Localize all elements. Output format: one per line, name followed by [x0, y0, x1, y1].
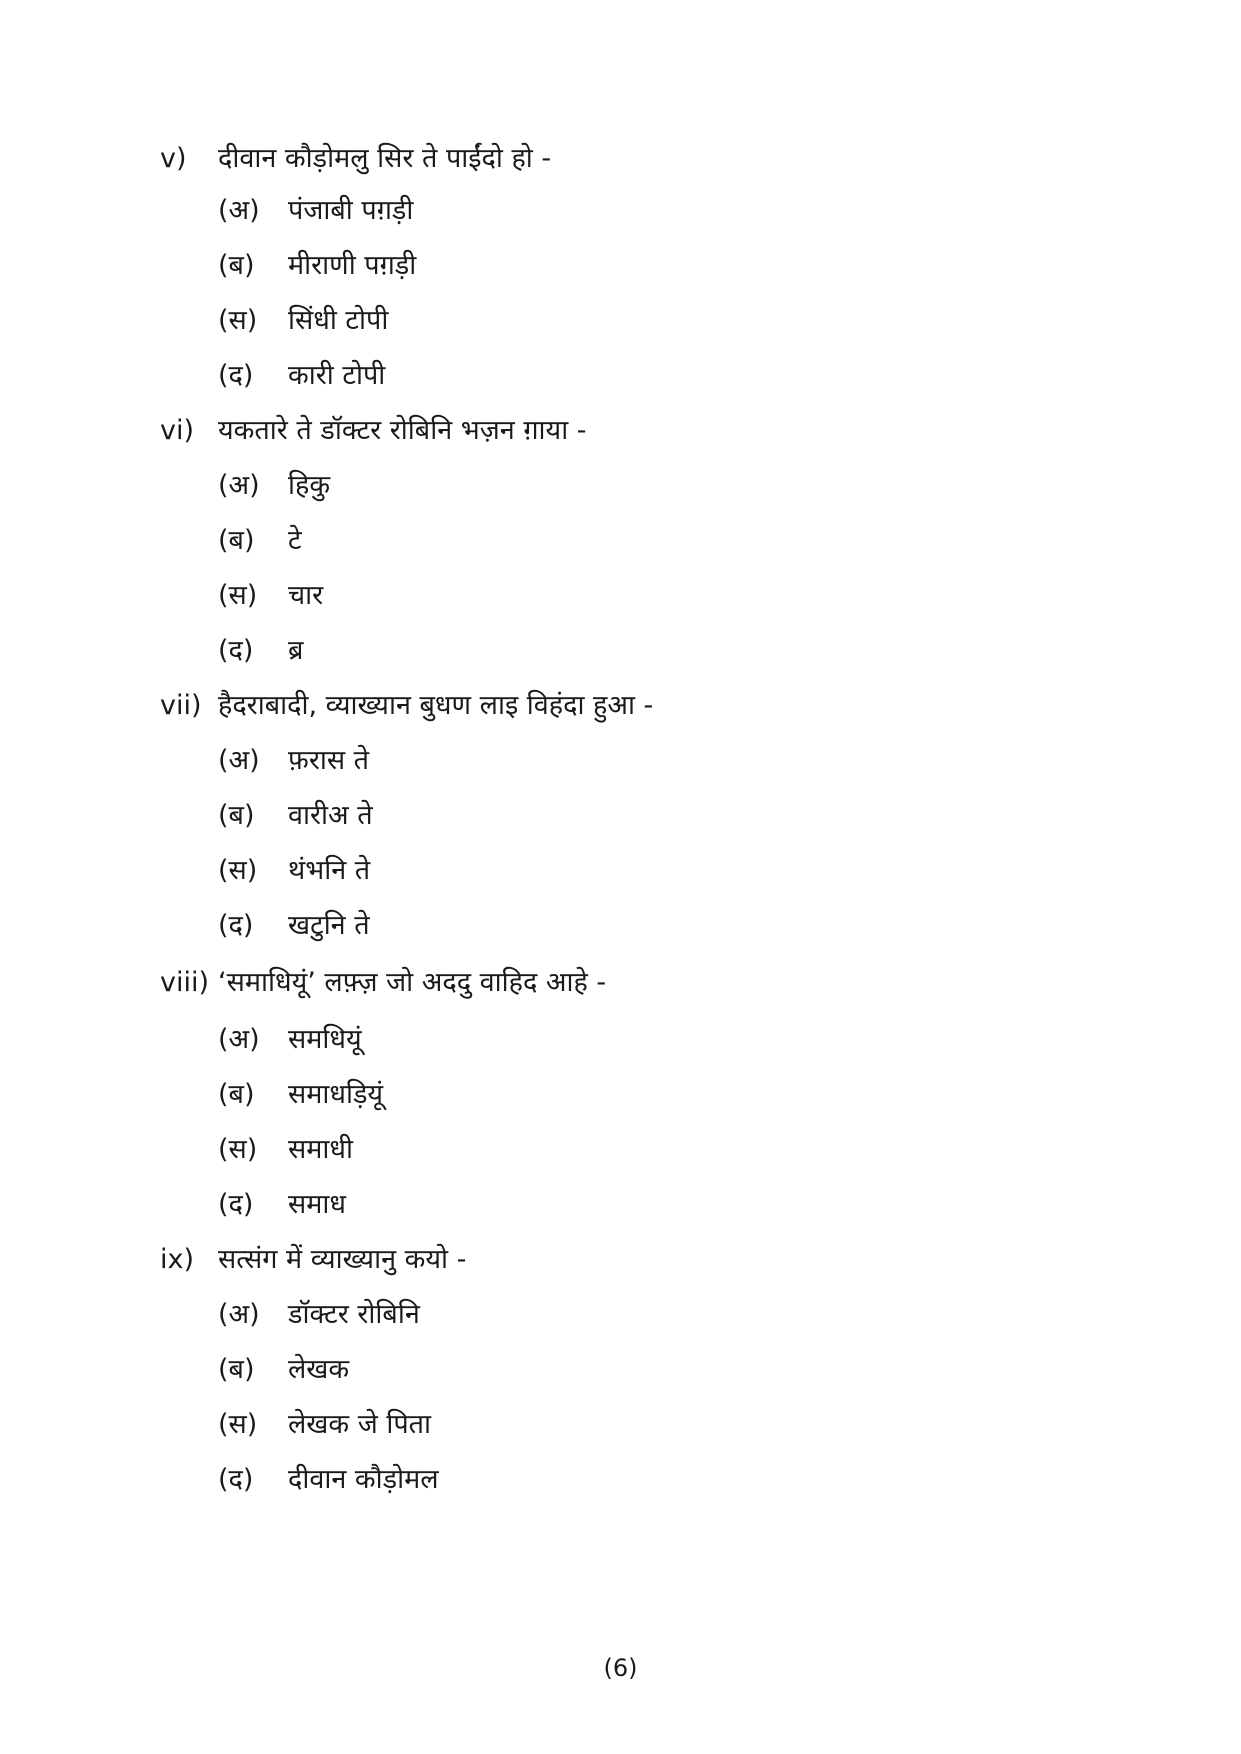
option-label: (ब) [218, 525, 255, 556]
option-item [218, 358, 385, 394]
question-viii [160, 965, 606, 1001]
option-label: (ब) [218, 1079, 255, 1110]
option-label: (स) [218, 305, 258, 336]
option-label: (स) [218, 1134, 258, 1165]
question-number: ix) [160, 1244, 195, 1275]
option-text: समाधी [288, 1134, 353, 1165]
option-label: (स) [218, 580, 258, 611]
question-number: viii) [160, 967, 210, 998]
question-text: दीवान कौड़ोमलु सिर ते पाईंदो हो - [218, 143, 552, 174]
option-text: समधियूं [288, 1024, 362, 1055]
option-text: थंभनि ते [288, 855, 371, 886]
option-item [218, 1187, 346, 1223]
option-text: लेखक जे पिता [288, 1409, 432, 1440]
option-text: चार [288, 580, 324, 611]
option-text: समाधड़ियूं [288, 1079, 384, 1110]
option-text: टे [288, 525, 302, 556]
option-label: (अ) [218, 1024, 260, 1055]
option-label: (अ) [218, 195, 260, 226]
option-item [218, 578, 323, 614]
option-item [218, 908, 370, 944]
option-item [218, 1297, 420, 1333]
option-item [218, 798, 373, 834]
option-text: ब्र [288, 635, 304, 666]
option-text: दीवान कौड़ोमल [288, 1464, 439, 1495]
option-text: लेखक [288, 1354, 350, 1385]
page-number: (6) [603, 1654, 638, 1682]
question-number: vi) [160, 415, 195, 446]
question-vi [160, 413, 587, 449]
option-item [218, 1022, 362, 1058]
option-text: फ़रास ते [288, 745, 370, 776]
option-text: कारी टोपी [288, 360, 386, 391]
option-text: सिंधी टोपी [288, 305, 389, 336]
option-text: खटुनि ते [288, 910, 370, 941]
option-text: मीराणी पग़ड़ी [288, 250, 417, 281]
option-label: (अ) [218, 1299, 260, 1330]
option-item [218, 468, 330, 504]
option-label: (द) [218, 910, 254, 941]
option-item [218, 743, 369, 779]
option-label: (द) [218, 360, 254, 391]
option-label: (स) [218, 1409, 258, 1440]
question-vii [160, 688, 653, 724]
option-item [218, 1077, 383, 1113]
question-text: यकतारे ते डॉक्टर रोबिनि भज़न ग़ाया - [218, 415, 587, 446]
option-item [218, 248, 416, 284]
option-text: पंजाबी पग़ड़ी [288, 195, 414, 226]
option-label: (ब) [218, 800, 255, 831]
option-item [218, 853, 370, 889]
question-ix [160, 1242, 466, 1278]
question-text: ‘समाधियूं’ लफ़्ज़ जो अददु वाहिद आहे - [218, 967, 607, 998]
option-item [218, 193, 413, 229]
option-text: डॉक्टर रोबिनि [288, 1299, 420, 1330]
option-label: (ब) [218, 1354, 255, 1385]
question-text: सत्संग में व्याख्यानु कयो - [218, 1244, 467, 1275]
option-label: (द) [218, 1189, 254, 1220]
question-v [160, 141, 551, 177]
question-number: v) [160, 143, 187, 174]
option-item [218, 1352, 349, 1388]
option-item [218, 633, 303, 669]
option-item [218, 1132, 353, 1168]
option-label: (ब) [218, 250, 255, 281]
option-item [218, 1462, 439, 1498]
option-item [218, 1407, 431, 1443]
option-label: (स) [218, 855, 258, 886]
option-label: (अ) [218, 745, 260, 776]
option-label: (अ) [218, 470, 260, 501]
option-label: (द) [218, 1464, 254, 1495]
option-text: वारीअ ते [288, 800, 373, 831]
option-item [218, 523, 302, 559]
option-item [218, 303, 388, 339]
option-label: (द) [218, 635, 254, 666]
option-text: हिकु [288, 470, 331, 501]
question-text: हैदराबादी, व्याख्यान बुधण लाइ विहंदा हुआ - [218, 690, 654, 721]
option-text: समाध [288, 1189, 346, 1220]
question-number: vii) [160, 690, 202, 721]
